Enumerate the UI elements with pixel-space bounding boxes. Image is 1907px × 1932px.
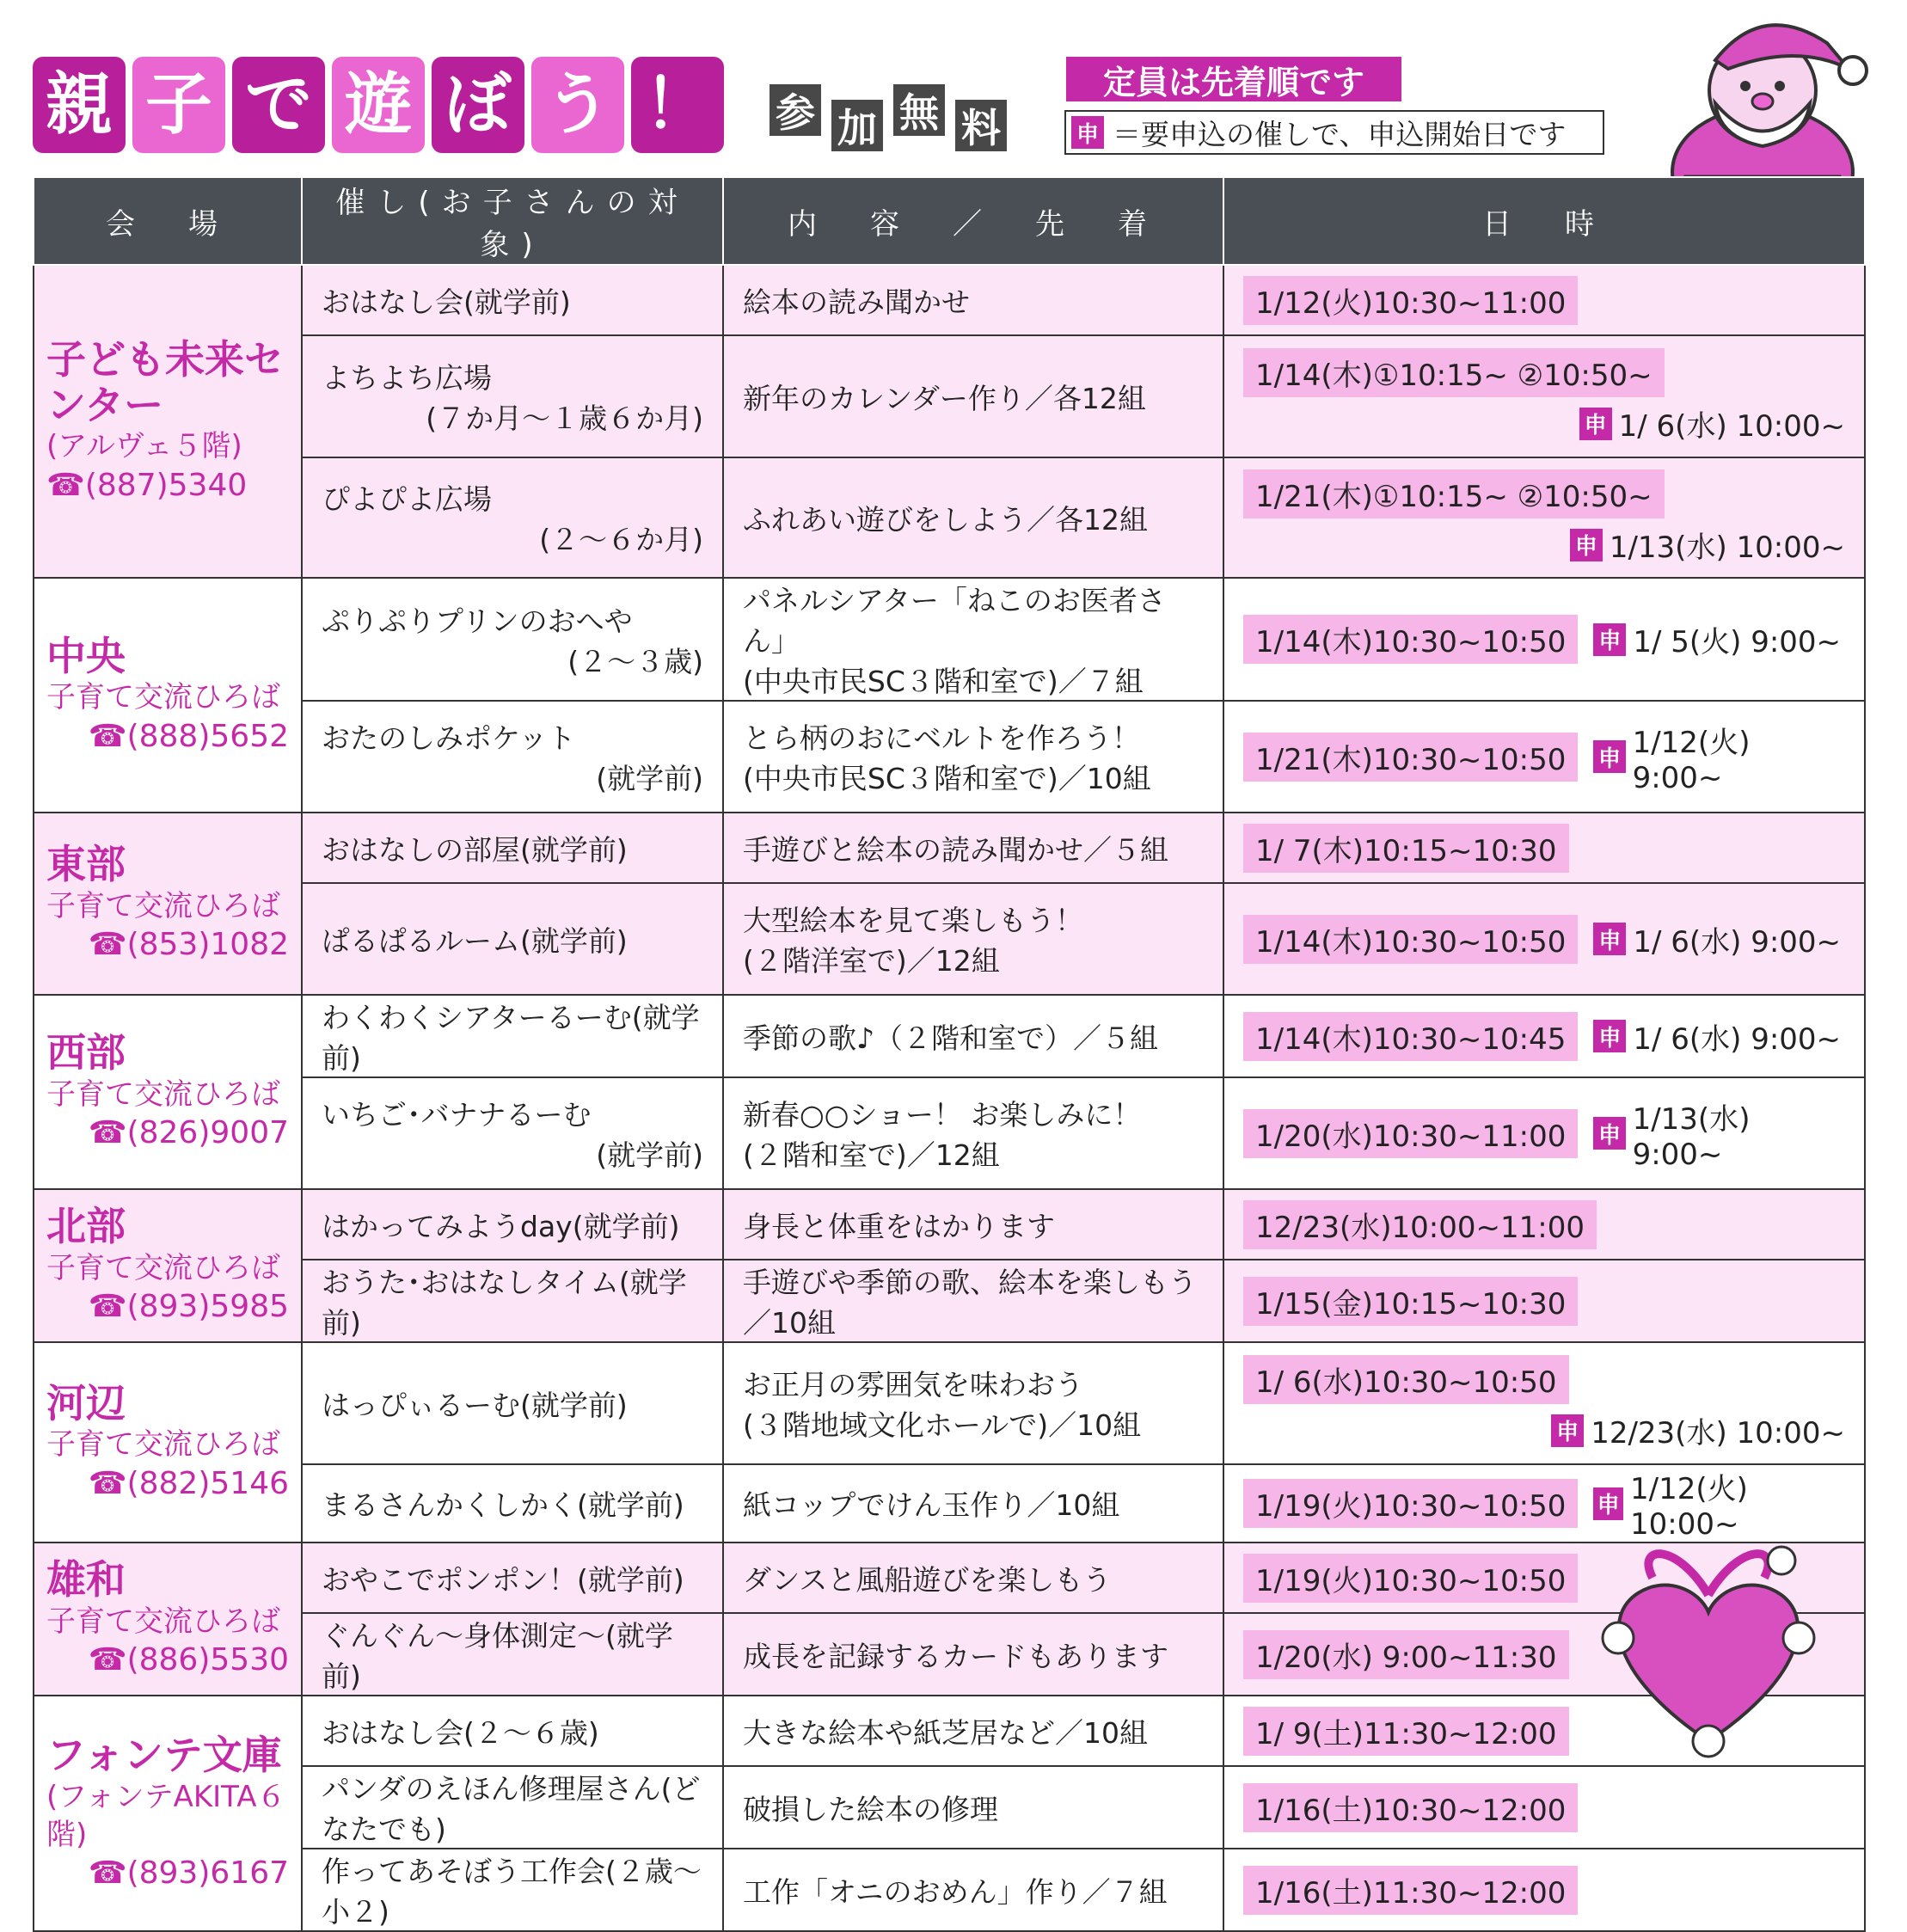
application-start bbox=[1593, 1015, 1841, 1058]
venue-name: 東部 bbox=[46, 841, 126, 888]
event-name: はっぴぃるーむ(就学前) bbox=[322, 1388, 628, 1422]
event-name: いちご･バナナるーむ bbox=[322, 1098, 592, 1132]
title-char: ！ bbox=[631, 57, 724, 153]
event-date: 1/21(木)①10:15~ ②10:50~ bbox=[1243, 469, 1665, 518]
venue-phone: ☎(886)5530 bbox=[88, 1642, 289, 1678]
venue-name: 西部 bbox=[46, 1029, 126, 1076]
event-date: 1/20(水)10:30~11:00 bbox=[1243, 1109, 1578, 1158]
table-header-row bbox=[34, 177, 1865, 265]
event-name: ぱるぱるルーム(就学前) bbox=[322, 923, 628, 958]
event-content-cell bbox=[723, 1849, 1223, 1931]
event-name: ぴよぴよ広場 bbox=[322, 482, 492, 516]
event-name-cell bbox=[302, 1342, 723, 1464]
event-name: まるさんかくしかく(就学前) bbox=[322, 1488, 684, 1522]
event-content: 大型絵本を見て楽しもう！ bbox=[743, 904, 1083, 937]
event-name-cell bbox=[302, 1849, 723, 1931]
event-datetime-cell bbox=[1223, 1342, 1865, 1464]
venue-subtitle: (アルヴェ５階) bbox=[46, 429, 242, 464]
event-content-detail: (中央市民SC３階和室で)／７組 bbox=[743, 665, 1144, 698]
application-date: 1/ 6(水) 9:00~ bbox=[1633, 924, 1842, 960]
event-datetime-cell bbox=[1223, 701, 1865, 813]
event-date: 1/ 7(木)10:15~10:30 bbox=[1243, 824, 1569, 873]
table-row bbox=[34, 1849, 1865, 1931]
event-name-cell bbox=[302, 701, 723, 813]
table-row bbox=[34, 813, 1865, 883]
event-name: おはなしの部屋(就学前) bbox=[322, 832, 628, 867]
venue-subtitle: 子育て交流ひろば bbox=[46, 1250, 280, 1285]
application-start bbox=[1593, 618, 1841, 660]
table-row bbox=[34, 1260, 1865, 1342]
event-date: 1/14(木)10:30~10:45 bbox=[1243, 1012, 1578, 1061]
application-mark-icon: 申 bbox=[1593, 1117, 1625, 1150]
event-date: 1/16(土)10:30~12:00 bbox=[1243, 1783, 1578, 1832]
event-date: 1/16(土)11:30~12:00 bbox=[1243, 1866, 1578, 1915]
venue-phone: ☎(887)5340 bbox=[46, 467, 248, 503]
event-content: ダンスと風船遊びを楽しもう bbox=[743, 1562, 1112, 1597]
venue-subtitle: 子育て交流ひろば bbox=[46, 888, 280, 923]
application-start bbox=[1593, 918, 1841, 960]
application-mark-icon: 申 bbox=[1551, 1414, 1584, 1447]
application-legend-text: ＝要申込の催しで、申込開始日です bbox=[1113, 117, 1567, 151]
free-char: 参 bbox=[770, 84, 821, 136]
event-name-cell bbox=[302, 1260, 723, 1342]
table-row bbox=[34, 995, 1865, 1077]
application-mark-icon: 申 bbox=[1579, 408, 1612, 440]
event-content-cell bbox=[723, 578, 1223, 701]
venue-name: 北部 bbox=[46, 1203, 126, 1250]
event-datetime-cell bbox=[1223, 578, 1865, 701]
event-name: ぷりぷりプリンのおへや bbox=[322, 604, 633, 638]
event-name-cell bbox=[302, 265, 723, 335]
event-name: おはなし会(就学前) bbox=[322, 285, 571, 319]
venue-name: 雄和 bbox=[46, 1556, 126, 1604]
application-mark-icon: 申 bbox=[1593, 740, 1625, 773]
event-content: 成長を記録するカードもあります bbox=[743, 1639, 1168, 1673]
event-target: (７か月～１歳６か月) bbox=[426, 402, 703, 435]
event-datetime-cell bbox=[1223, 265, 1865, 335]
event-name-cell bbox=[302, 1464, 723, 1543]
event-name-cell bbox=[302, 457, 723, 578]
title-char: で bbox=[232, 57, 325, 153]
application-start bbox=[1593, 1095, 1845, 1172]
venue-name: フォンテ文庫 bbox=[46, 1731, 282, 1778]
event-content-cell bbox=[723, 457, 1223, 578]
venue-cell bbox=[34, 813, 302, 995]
application-mark-icon: 申 bbox=[1593, 1487, 1623, 1520]
event-content-cell bbox=[723, 1696, 1223, 1766]
event-content: 大きな絵本や紙芝居など／10組 bbox=[743, 1715, 1148, 1750]
event-date: 1/12(火)10:30~11:00 bbox=[1243, 276, 1578, 325]
free-admission-badge bbox=[770, 84, 1027, 153]
event-content: 新年のカレンダー作り／各12組 bbox=[743, 381, 1146, 415]
table-row bbox=[34, 335, 1865, 457]
title-char: う bbox=[531, 57, 624, 153]
application-mark-icon: 申 bbox=[1593, 623, 1626, 656]
header-venue: 会 場 bbox=[34, 177, 302, 265]
event-content: 絵本の読み聞かせ bbox=[743, 285, 970, 319]
event-content-cell bbox=[723, 701, 1223, 813]
event-content: 身長と体重をはかります bbox=[743, 1209, 1055, 1243]
venue-phone: ☎(893)6167 bbox=[88, 1855, 289, 1892]
event-date: 1/ 9(土)11:30~12:00 bbox=[1243, 1707, 1569, 1756]
event-content-cell bbox=[723, 883, 1223, 995]
event-content: 季節の歌♪（２階和室で）／５組 bbox=[743, 1021, 1159, 1055]
page-title bbox=[33, 57, 724, 153]
venue-name: 河辺 bbox=[46, 1379, 126, 1426]
event-content: 手遊びと絵本の読み聞かせ／５組 bbox=[743, 832, 1168, 867]
venue-phone: ☎(853)1082 bbox=[88, 927, 289, 963]
event-content: パネルシアター「ねこのお医者さん」 bbox=[743, 584, 1166, 658]
heart-gift-illustration bbox=[1584, 1509, 1833, 1767]
application-date: 1/12(火) 9:00~ bbox=[1632, 725, 1751, 795]
event-name-cell bbox=[302, 1613, 723, 1696]
event-name: はかってみようday(就学前) bbox=[322, 1209, 680, 1243]
application-date: 1/12(火) 10:00~ bbox=[1630, 1472, 1748, 1542]
event-name-cell bbox=[302, 813, 723, 883]
event-name: わくわくシアターるーむ(就学前) bbox=[322, 1001, 700, 1075]
table-row bbox=[34, 1342, 1865, 1464]
event-content-cell bbox=[723, 335, 1223, 457]
venue-phone: ☎(893)5985 bbox=[88, 1289, 289, 1325]
event-datetime-cell bbox=[1223, 1077, 1865, 1189]
table-row bbox=[34, 457, 1865, 578]
event-name-cell bbox=[302, 1189, 723, 1260]
event-content-detail: (２階和室で)／12組 bbox=[743, 1138, 1000, 1172]
event-name: パンダのえほん修理屋さん(どなたでも) bbox=[322, 1772, 701, 1846]
event-name: ぐんぐん～身体測定～(就学前) bbox=[322, 1619, 673, 1693]
venue-cell bbox=[34, 1342, 302, 1543]
venue-subtitle: 子育て交流ひろば bbox=[46, 680, 280, 715]
event-content: 新春○○ショー！ お楽しみに！ bbox=[743, 1098, 1142, 1132]
free-char: 料 bbox=[955, 100, 1007, 151]
title-char: ぼ bbox=[432, 57, 524, 153]
venue-subtitle: (フォンテAKITA６階) bbox=[46, 1779, 286, 1853]
event-date: 1/20(水) 9:00~11:30 bbox=[1243, 1630, 1569, 1679]
event-content-cell bbox=[723, 1077, 1223, 1189]
event-content-cell bbox=[723, 1464, 1223, 1543]
table-row bbox=[34, 883, 1865, 995]
venue-subtitle: 子育て交流ひろば bbox=[46, 1427, 280, 1463]
venue-subtitle: 子育て交流ひろば bbox=[46, 1604, 280, 1639]
venue-subtitle: 子育て交流ひろば bbox=[46, 1076, 280, 1112]
event-name: よちよち広場 bbox=[322, 361, 492, 395]
event-name-cell bbox=[302, 1077, 723, 1189]
venue-phone: ☎(882)5146 bbox=[88, 1465, 289, 1501]
application-date: 12/23(水) 10:00~ bbox=[1591, 1416, 1845, 1451]
event-content-detail: (２階洋室で)／12組 bbox=[743, 944, 1000, 978]
application-start bbox=[1551, 1409, 1845, 1451]
event-date: 1/14(木)①10:15~ ②10:50~ bbox=[1243, 348, 1665, 397]
event-name-cell bbox=[302, 335, 723, 457]
venue-phone: ☎(888)5652 bbox=[88, 718, 289, 754]
event-name: おはなし会(２～６歳) bbox=[322, 1715, 599, 1750]
event-target: (就学前) bbox=[596, 762, 703, 795]
first-come-note: 定員は先着順です bbox=[1066, 57, 1401, 101]
venue-name: 中央 bbox=[46, 632, 126, 679]
event-date: 1/19(火)10:30~10:50 bbox=[1243, 1479, 1578, 1528]
table-row bbox=[34, 1766, 1865, 1849]
event-date: 1/ 6(水)10:30~10:50 bbox=[1243, 1355, 1569, 1404]
event-datetime-cell bbox=[1223, 1766, 1865, 1849]
application-date: 1/ 5(火) 9:00~ bbox=[1633, 625, 1842, 659]
event-datetime-cell bbox=[1223, 1849, 1865, 1931]
venue-cell bbox=[34, 578, 302, 813]
event-datetime-cell bbox=[1223, 995, 1865, 1077]
header-event: 催し(お子さんの対象) bbox=[302, 177, 723, 265]
venue-cell bbox=[34, 1189, 302, 1342]
event-content: とら柄のおにベルトを作ろう！ bbox=[743, 721, 1140, 755]
venue-cell bbox=[34, 265, 302, 578]
event-name: おうた･おはなしタイム(就学前) bbox=[322, 1266, 687, 1340]
venue-phone: ☎(826)9007 bbox=[88, 1115, 289, 1151]
event-datetime-cell bbox=[1223, 1189, 1865, 1260]
event-content-cell bbox=[723, 265, 1223, 335]
event-datetime-cell bbox=[1223, 813, 1865, 883]
event-content-cell bbox=[723, 1543, 1223, 1613]
event-date: 1/14(木)10:30~10:50 bbox=[1243, 615, 1578, 664]
event-content-cell bbox=[723, 1260, 1223, 1342]
event-content: 紙コップでけん玉作り／10組 bbox=[743, 1488, 1120, 1522]
event-content-detail: (３階地域文化ホールで)／10組 bbox=[743, 1408, 1142, 1442]
application-mark-icon: 申 bbox=[1593, 1020, 1626, 1052]
event-target: (２～３歳) bbox=[567, 644, 703, 678]
event-name-cell bbox=[302, 1543, 723, 1613]
event-date: 1/15(金)10:15~10:30 bbox=[1243, 1277, 1578, 1326]
application-date: 1/13(水) 10:00~ bbox=[1609, 531, 1845, 565]
event-content-cell bbox=[723, 1342, 1223, 1464]
event-date: 1/19(火)10:30~10:50 bbox=[1243, 1554, 1578, 1603]
venue-cell bbox=[34, 1696, 302, 1931]
event-name: おたのしみポケット bbox=[322, 721, 576, 755]
free-char: 加 bbox=[831, 100, 883, 151]
table-row bbox=[34, 701, 1865, 813]
event-target: (２～６か月) bbox=[539, 523, 703, 556]
application-date: 1/ 6(水) 10:00~ bbox=[1618, 409, 1845, 444]
free-char: 無 bbox=[893, 84, 945, 136]
event-name: おやこでポンポン！(就学前) bbox=[322, 1562, 684, 1597]
event-datetime-cell bbox=[1223, 457, 1865, 578]
event-content: ふれあい遊びをしよう／各12組 bbox=[743, 502, 1148, 537]
event-date: 1/21(木)10:30~10:50 bbox=[1243, 733, 1578, 782]
event-datetime-cell bbox=[1223, 335, 1865, 457]
table-row bbox=[34, 265, 1865, 335]
application-start bbox=[1570, 524, 1845, 566]
table-row bbox=[34, 1189, 1865, 1260]
event-content-cell bbox=[723, 813, 1223, 883]
venue-cell bbox=[34, 995, 302, 1189]
application-start bbox=[1593, 719, 1845, 795]
event-datetime-cell bbox=[1223, 1260, 1865, 1342]
event-date: 12/23(水)10:00~11:00 bbox=[1243, 1200, 1597, 1249]
application-mark-icon: 申 bbox=[1071, 116, 1104, 149]
event-date: 1/14(木)10:30~10:50 bbox=[1243, 915, 1578, 964]
event-name: 作ってあそぼう工作会(２歳～小２) bbox=[322, 1855, 702, 1929]
header-content: 内 容 ／ 先 着 bbox=[723, 177, 1223, 265]
venue-name: 子ども未来センター bbox=[46, 335, 284, 428]
event-name-cell bbox=[302, 995, 723, 1077]
event-datetime-cell bbox=[1223, 883, 1865, 995]
event-name-cell bbox=[302, 578, 723, 701]
event-content-cell bbox=[723, 1613, 1223, 1696]
title-char: 親 bbox=[33, 57, 126, 153]
event-content: 破損した絵本の修理 bbox=[743, 1792, 998, 1826]
application-mark-icon: 申 bbox=[1570, 529, 1603, 561]
event-content-detail: (中央市民SC３階和室で)／10組 bbox=[743, 762, 1151, 795]
event-name-cell bbox=[302, 1696, 723, 1766]
application-legend bbox=[1064, 110, 1604, 155]
event-name-cell bbox=[302, 1766, 723, 1849]
event-content-cell bbox=[723, 1189, 1223, 1260]
application-date: 1/13(水) 9:00~ bbox=[1632, 1101, 1751, 1172]
event-content: 手遊びや季節の歌、絵本を楽しもう／10組 bbox=[743, 1266, 1197, 1340]
event-content: 工作「オニのおめん」作り／７組 bbox=[743, 1874, 1168, 1909]
application-start bbox=[1579, 402, 1845, 445]
event-content-cell bbox=[723, 995, 1223, 1077]
event-target: (就学前) bbox=[596, 1138, 703, 1172]
title-char: 子 bbox=[132, 57, 225, 153]
title-char: 遊 bbox=[332, 57, 425, 153]
event-name-cell bbox=[302, 883, 723, 995]
header-datetime: 日 時 bbox=[1223, 177, 1865, 265]
table-row bbox=[34, 1077, 1865, 1189]
table-row bbox=[34, 578, 1865, 701]
event-content-cell bbox=[723, 1766, 1223, 1849]
application-date: 1/ 6(水) 9:00~ bbox=[1633, 1021, 1842, 1057]
venue-cell bbox=[34, 1543, 302, 1696]
application-mark-icon: 申 bbox=[1593, 923, 1626, 955]
event-content: お正月の雰囲気を味わおう bbox=[743, 1368, 1083, 1401]
